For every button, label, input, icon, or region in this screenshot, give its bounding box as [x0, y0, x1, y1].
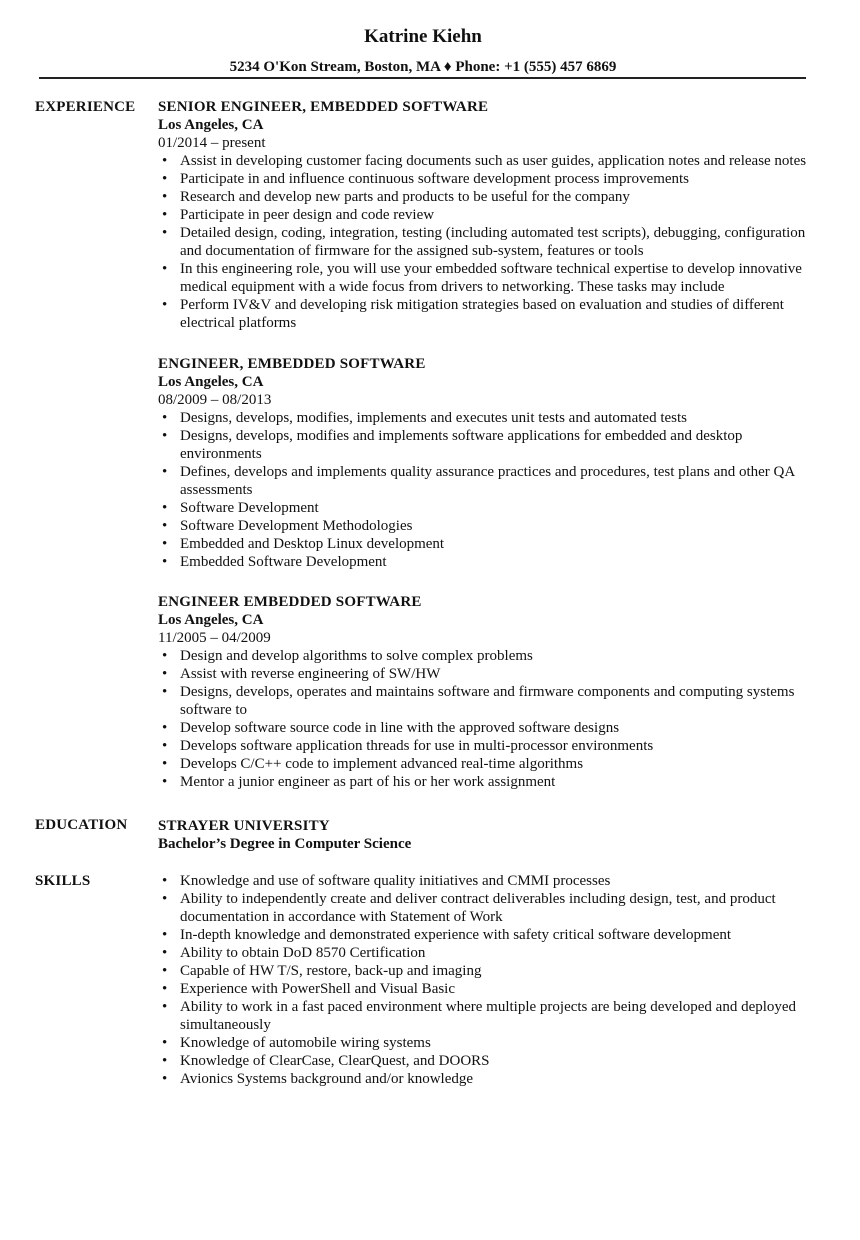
list-item: • Ability to obtain DoD 8570 Certification: [158, 944, 808, 962]
list-item: • Embedded and Desktop Linux development: [158, 535, 808, 553]
job-bullet-list: [158, 409, 808, 571]
degree: Bachelor’s Degree in Computer Science: [158, 836, 412, 852]
list-item: • Defines, develops and implements quality assurance practices and procedures, test plans and other QA assessments: [158, 463, 808, 499]
list-item: • Software Development: [158, 499, 808, 517]
job-location: Los Angeles, CA: [158, 117, 264, 133]
list-item: • Knowledge of automobile wiring systems: [158, 1034, 808, 1052]
list-item: • Ability to independently create and deliver contract deliverables including design, test, and product documentation in accordance with Statement of Work: [158, 890, 808, 926]
list-item: • Embedded Software Development: [158, 553, 808, 571]
header-divider: [39, 77, 806, 79]
list-item: • Assist with reverse engineering of SW/HW: [158, 665, 808, 683]
list-item: • Perform IV&V and developing risk mitigation strategies based on evaluation and studies of different electrical platforms: [158, 296, 808, 332]
list-item: • Assist in developing customer facing documents such as user guides, application notes and release notes: [158, 152, 808, 170]
list-item: • Design and develop algorithms to solve complex problems: [158, 647, 808, 665]
list-item: • In this engineering role, you will use your embedded software technical expertise to develop innovative medical equipment with a wide focus from drivers to networking. These tasks may include: [158, 260, 808, 296]
contact-line: 5234 O'Kon Stream, Boston, MA ♦ Phone: +1 (555) 457 6869: [229, 59, 617, 75]
education-entry: [158, 817, 808, 853]
list-item: • Designs, develops, operates and maintains software and firmware components and computing systems software to: [158, 683, 808, 719]
list-item: • Avionics Systems background and/or knowledge: [158, 1070, 808, 1088]
list-item: • Develop software source code in line with the approved software designs: [158, 719, 808, 737]
section-heading-education: EDUCATION: [35, 817, 128, 833]
candidate-name: Katrine Kiehn: [364, 26, 482, 47]
list-item: • Knowledge and use of software quality initiatives and CMMI processes: [158, 872, 808, 890]
list-item: • Knowledge of ClearCase, ClearQuest, and DOORS: [158, 1052, 808, 1070]
list-item: • In-depth knowledge and demonstrated experience with safety critical software development: [158, 926, 808, 944]
list-item: • Ability to work in a fast paced environment where multiple projects are being developed and deployed simultaneously: [158, 998, 808, 1034]
school-name: STRAYER UNIVERSITY: [158, 818, 330, 834]
job-location: Los Angeles, CA: [158, 374, 264, 390]
list-item: • Develops C/C++ code to implement advanced real-time algorithms: [158, 755, 808, 773]
list-item: • Capable of HW T/S, restore, back-up and imaging: [158, 962, 808, 980]
list-item: • Develops software application threads for use in multi-processor environments: [158, 737, 808, 755]
list-item: • Experience with PowerShell and Visual Basic: [158, 980, 808, 998]
list-item: • Detailed design, coding, integration, testing (including automated test scripts), debugging, configuration and documentation of firmware for the assigned sub-system, features or tools: [158, 224, 808, 260]
skills-entry: [158, 872, 808, 1088]
job-entry: [158, 593, 808, 791]
list-item: • Participate in peer design and code review: [158, 206, 808, 224]
job-title: ENGINEER EMBEDDED SOFTWARE: [158, 594, 422, 610]
job-dates: 08/2009 – 08/2013: [158, 392, 272, 408]
skills-list: [158, 872, 808, 1088]
job-dates: 01/2014 – present: [158, 135, 266, 151]
job-entry: [158, 98, 808, 332]
section-heading-skills: SKILLS: [35, 873, 91, 889]
list-item: • Software Development Methodologies: [158, 517, 808, 535]
list-item: • Participate in and influence continuous software development process improvements: [158, 170, 808, 188]
list-item: • Mentor a junior engineer as part of his or her work assignment: [158, 773, 808, 791]
section-heading-experience: EXPERIENCE: [35, 99, 136, 115]
job-dates: 11/2005 – 04/2009: [158, 630, 271, 646]
job-title: SENIOR ENGINEER, EMBEDDED SOFTWARE: [158, 99, 489, 115]
job-title: ENGINEER, EMBEDDED SOFTWARE: [158, 356, 426, 372]
job-entry: [158, 355, 808, 571]
list-item: • Designs, develops, modifies and implements software applications for embedded and desktop environments: [158, 427, 808, 463]
list-item: • Designs, develops, modifies, implements and executes unit tests and automated tests: [158, 409, 808, 427]
job-bullet-list: [158, 152, 808, 332]
job-location: Los Angeles, CA: [158, 612, 264, 628]
job-bullet-list: [158, 647, 808, 791]
list-item: • Research and develop new parts and products to be useful for the company: [158, 188, 808, 206]
